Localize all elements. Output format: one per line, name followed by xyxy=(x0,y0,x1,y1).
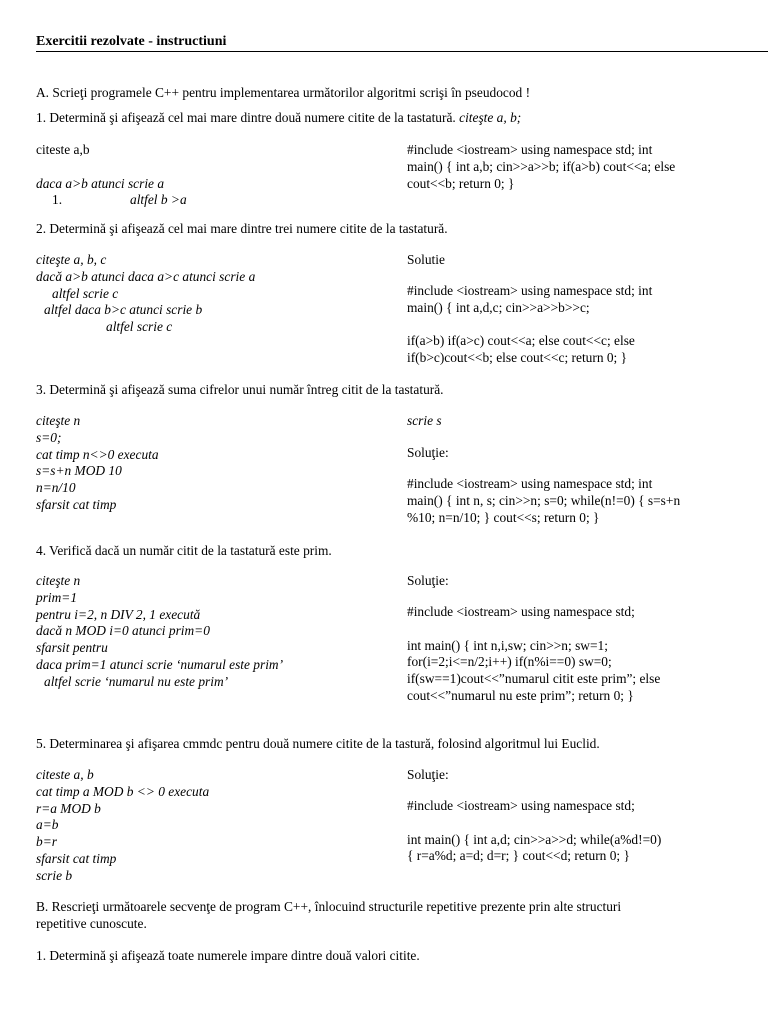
ex2-heading: 2. Determină şi afişează cel mai mare dintre trei numere citite de la tastatură. xyxy=(36,221,448,236)
section-b-intro-line: repetitive cunoscute. xyxy=(36,915,147,931)
pseudo-line: altfel scrie ‘numarul nu este prim’ xyxy=(44,673,229,689)
code-line: #include <iostream> using namespace std; xyxy=(407,798,635,813)
section-b-intro xyxy=(36,899,621,933)
header-rule xyxy=(36,51,768,52)
code-line: cout<<”numarul nu este prim”; return 0; } xyxy=(407,687,634,703)
pseudo-line: b=r xyxy=(36,834,57,850)
ex4-pseudocode xyxy=(36,573,283,691)
pseudo-line xyxy=(36,192,187,209)
pseudo-line: a=b xyxy=(36,817,59,833)
ex4-heading: 4. Verifică dacă un număr citit de la tastatură este prim. xyxy=(36,543,332,558)
pseudo-line: citeşte n xyxy=(36,413,81,428)
code-line xyxy=(407,317,652,334)
pseudo-line: daca a>b atunci scrie a xyxy=(36,175,165,191)
pseudo-line: altfel daca b>c atunci scrie b xyxy=(44,302,203,318)
ex1-heading-tail: citeşte a, b; xyxy=(459,110,522,125)
code-line: %10; n=n/10; } cout<<s; return 0; } xyxy=(407,509,600,525)
pseudo-line: sfarsit cat timp xyxy=(36,850,117,866)
pseudo-line: s=s+n MOD 10 xyxy=(36,463,122,479)
pseudo-line: citeste a, b xyxy=(36,767,94,782)
ex5-heading: 5. Determinarea şi afişarea cmmdc pentru două numere citite de la tastură, folosind algoritmul lui Euclid. xyxy=(36,736,600,751)
pseudo-line: pentru i=2, n DIV 2, 1 execută xyxy=(36,606,201,622)
ex1-heading xyxy=(36,110,521,127)
ex1-code xyxy=(407,142,675,192)
code-line: if(a>b) if(a>c) cout<<a; else cout<<c; else xyxy=(407,333,635,349)
code-line xyxy=(407,815,661,832)
ex5-pseudocode xyxy=(36,767,209,885)
ex5-code xyxy=(407,798,661,865)
code-line: int main() { int a,d; cin>>a>>d; while(a%d!=0) xyxy=(407,831,662,847)
code-line: main() { int a,d,c; cin>>a>>b>>c; xyxy=(407,299,590,315)
ex1-pseudocode xyxy=(36,142,187,209)
pseudo-line: dacă n MOD i=0 atunci prim=0 xyxy=(36,623,210,639)
pseudo-line: altfel scrie c xyxy=(106,319,173,335)
pseudo-line: r=a MOD b xyxy=(36,800,101,816)
code-line: #include <iostream> using namespace std; int xyxy=(407,142,653,157)
pseudo-line: daca prim=1 atunci scrie ‘numarul este prim’ xyxy=(36,656,284,672)
ex2-code xyxy=(407,283,652,367)
ex3-code xyxy=(407,476,680,526)
pseudo-line: altfel scrie c xyxy=(52,285,119,301)
code-line: #include <iostream> using namespace std; int xyxy=(407,476,653,491)
pseudo-line: citeşte n xyxy=(36,573,81,588)
ex3-solution-label: Soluţie: xyxy=(407,445,449,460)
ex3-right-pseudo: scrie s xyxy=(407,413,442,428)
code-line: main() { int a,b; cin>>a>>b; if(a>b) cout<<a; else xyxy=(407,158,676,174)
section-a-intro: A. Scrieţi programele C++ pentru implementarea următorilor algoritmi scrişi în pseudocod ! xyxy=(36,85,531,100)
pseudo-line: cat timp n<>0 executa xyxy=(36,446,159,462)
ex3-heading: 3. Determină şi afişează suma cifrelor unui număr întreg citit de la tastatură. xyxy=(36,382,444,397)
ex5-solution-label: Soluţie: xyxy=(407,767,449,782)
pseudo-line xyxy=(36,159,164,176)
section-b-intro-line: B. Rescrieţi următoarele secvenţe de program C++, înlocuind structurile repetitive prezente prin alte structuri xyxy=(36,899,622,914)
pseudo-line: citeşte a, b, c xyxy=(36,252,107,267)
code-line xyxy=(407,621,660,638)
ex1-heading-text: 1. Determină şi afişează cel mai mare dintre două numere citite de la tastatură. xyxy=(36,110,456,125)
pseudo-line: s=0; xyxy=(36,429,62,445)
code-line: if(b>c)cout<<b; else cout<<c; return 0; } xyxy=(407,350,628,366)
code-line: main() { int n, s; cin>>n; s=0; while(n!=0) { s=s+n xyxy=(407,492,681,508)
section-b-ex1-heading: 1. Determină şi afişează toate numerele impare dintre două valori citite. xyxy=(36,948,420,963)
pseudo-else: altfel b >a xyxy=(130,192,187,208)
pseudo-line: sfarsit cat timp xyxy=(36,496,117,512)
pseudo-line: cat timp a MOD b <> 0 executa xyxy=(36,783,210,799)
code-line: for(i=2;i<=n/2;i++) if(n%i==0) sw=0; xyxy=(407,654,612,670)
ex3-pseudocode xyxy=(36,413,159,514)
code-line: int main() { int n,i,sw; cin>>n; sw=1; xyxy=(407,637,608,653)
pseudo-line: sfarsit pentru xyxy=(36,640,108,656)
pseudo-line: scrie b xyxy=(36,867,73,883)
code-line: #include <iostream> using namespace std; int xyxy=(407,283,653,298)
ex2-solution-label: Solutie xyxy=(407,252,445,267)
pseudo-line: prim=1 xyxy=(36,589,78,605)
pseudo-number: 1. xyxy=(52,192,63,208)
code-line: { r=a%d; a=d; d=r; } cout<<d; return 0; } xyxy=(407,848,630,864)
code-line: #include <iostream> using namespace std; xyxy=(407,604,635,619)
pseudo-line: n=n/10 xyxy=(36,480,76,496)
ex4-solution-label: Soluţie: xyxy=(407,573,449,588)
code-line: if(sw==1)cout<<”numarul citit este prim”; else xyxy=(407,671,661,687)
code-line: cout<<b; return 0; } xyxy=(407,175,515,191)
ex4-code xyxy=(407,604,660,705)
pseudo-line: dacă a>b atunci daca a>c atunci scrie a xyxy=(36,268,256,284)
page-title: Exercitii rezolvate - instructiuni xyxy=(36,34,227,49)
pseudo-line: citeste a,b xyxy=(36,142,90,157)
ex2-pseudocode xyxy=(36,252,255,336)
